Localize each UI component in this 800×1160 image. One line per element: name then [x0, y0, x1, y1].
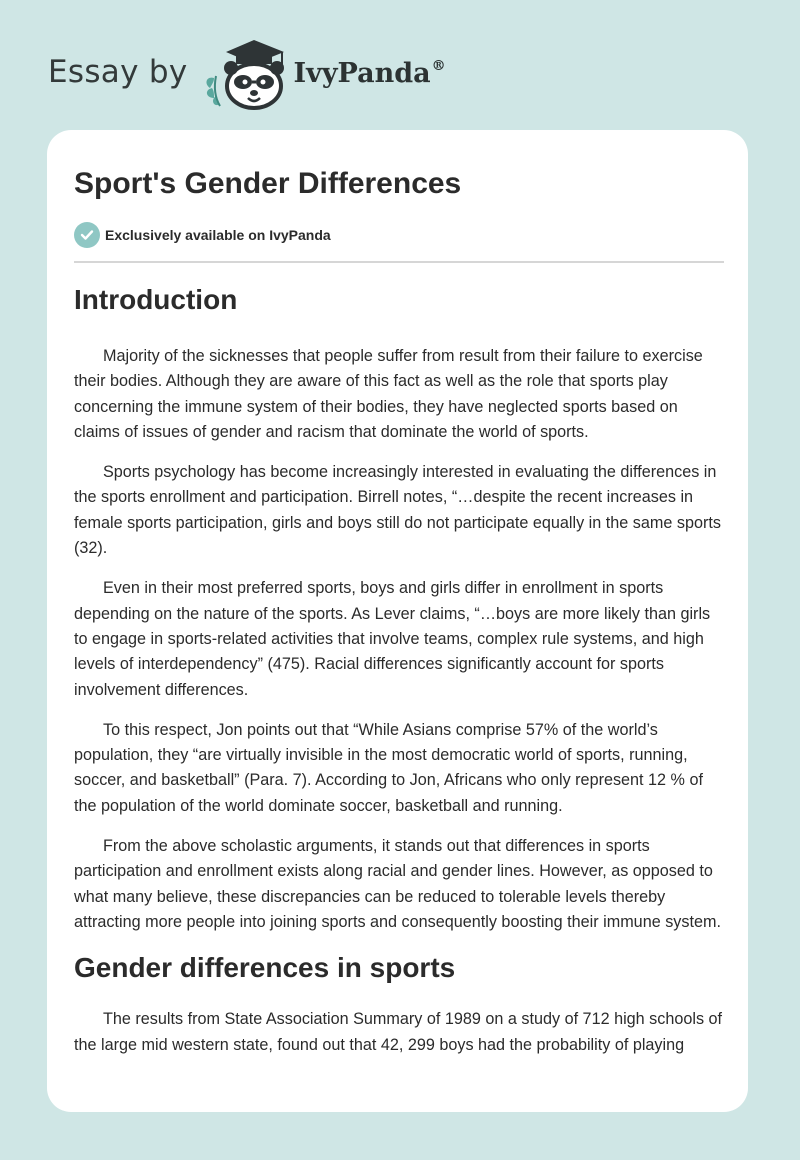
paragraph: The results from State Association Summary of 1989 on a study of 712 high schools of the large mid western state, found out that 42, 299 boys had the probability of playing	[74, 1010, 723, 1054]
registered-mark: ®	[431, 57, 446, 74]
site-header	[48, 38, 446, 110]
page-title: Sport's Gender Differences	[74, 167, 462, 200]
panda-logo-icon[interactable]	[202, 38, 290, 110]
exclusive-badge	[74, 222, 331, 248]
paragraph: From the above scholastic arguments, it stands out that differences in sports participation and enrollment exists along racial and gender lines. However, as opposed to what many believe, these discrepancies can be reduced to tolerable levels thereby attracting more people into joining sports and consequently boosting their immune system.	[74, 837, 721, 931]
paragraph: Majority of the sicknesses that people suffer from result from their failure to exercise their bodies. Although they are aware of this fact as well as the role that sports play concerning the immune system of their bodies, they have neglected sports based on claims of issues of gender and racism that dominate the world of sports.	[74, 347, 703, 441]
article-body	[74, 282, 724, 1073]
section-heading-introduction: Introduction	[74, 284, 238, 315]
paragraph: To this respect, Jon points out that “While Asians comprise 57% of the world’s population, they “are virtually invisible in the most democratic world of sports, running, soccer, and basketball” (Para. 7). According to Jon, Africans who only represent 12 % of the population of the world dominate soccer, basketball and running.	[74, 720, 703, 815]
checkmark-icon	[74, 222, 100, 248]
exclusive-label: Exclusively available on IvyPanda	[105, 227, 331, 243]
paragraph: Even in their most preferred sports, boys and girls differ in enrollment in sports depending on the nature of the sports. As Lever claims, “…boys are more likely than girls to engage in sports-related activities that involve teams, complex rule systems, and high levels of interdependency” (475). Racial differences significantly account for sports involvement differences.	[74, 579, 711, 699]
essay-card	[47, 130, 748, 1112]
paragraph: Sports psychology has become increasingly interested in evaluating the differences in the sports enrollment and participation. Birrell notes, “…despite the recent increases in female sports participation, girls and boys still do not participate equally in the same sports (32).	[74, 463, 721, 558]
brand-label: IvyPanda	[293, 57, 431, 89]
essay-by-label: Essay by	[48, 54, 188, 90]
divider	[74, 261, 724, 263]
section-heading-gender-differences: Gender differences in sports	[74, 952, 456, 984]
brand-name[interactable]	[294, 58, 446, 89]
